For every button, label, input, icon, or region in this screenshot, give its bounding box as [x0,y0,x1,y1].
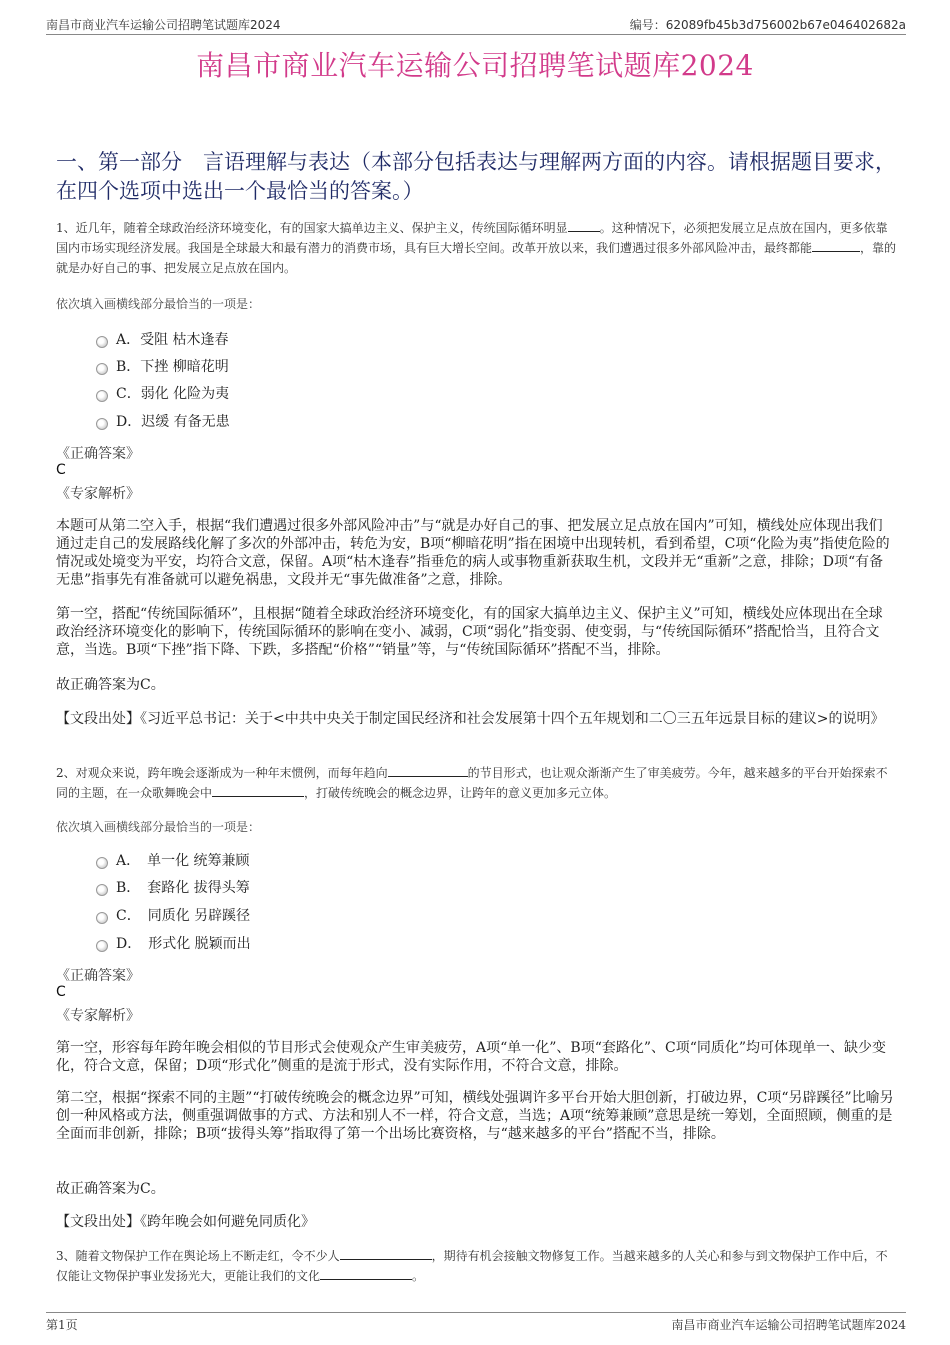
answer-value: C [56,984,66,1000]
page-title: 南昌市商业汽车运输公司招聘笔试题库2024 [196,49,754,82]
analysis-paragraph: 第一空，形容每年跨年晚会相似的节目形式会使观众产生审美疲劳，A项“单一化”、B项“套路化”、C项“同质化”均可体现单一、缺少变化，符合文意，保留；D项“形式化”侧重的是流于形式，没有实际作用，不符合文意，排除。 [56,1040,887,1074]
option-2c[interactable]: C． 同质化 另辟蹊径 [96,906,250,926]
header-title: 南昌市商业汽车运输公司招聘笔试题库2024 [46,18,281,32]
option-1c[interactable]: C．弱化 化险为夷 [96,384,229,404]
blank [388,764,468,777]
radio-icon[interactable] [96,912,108,924]
page-header [46,14,906,35]
answer-label: 《正确答案》 [56,968,140,984]
radio-icon[interactable] [96,336,108,348]
question-2-prompt: 依次填入画横线部分最恰当的一项是： [56,820,261,834]
blank [568,219,600,232]
radio-icon[interactable] [96,940,108,952]
source-citation: 【文段出处】《习近平总书记：关于<中共中央关于制定国民经济和社会发展第十四个五年规划和二〇三五年远景目标的建议>的说明》 [56,711,885,727]
blank [340,1247,432,1260]
blank [212,784,304,797]
header-doc-id: 编号：62089fb45b3d756002b67e046402682a [629,18,906,32]
page-number: 第1页 [46,1318,78,1332]
analysis-label: 《专家解析》 [56,1008,140,1024]
option-2b[interactable]: B． 套路化 拔得头筹 [96,878,250,898]
page-footer [46,1312,906,1331]
source-citation: 【文段出处】《跨年晚会如何避免同质化》 [56,1214,315,1230]
radio-icon[interactable] [96,857,108,869]
analysis-paragraph: 本题可从第二空入手，根据“我们遭遇过很多外部风险冲击”与“就是办好自己的事、把发展立足点放在国内”可知，横线处应体现出我们通过走自己的发展路线化解了多次的外部冲击，转危为安，B项“柳暗花明”指在困境中出现转机，看到希望，C项“化险为夷”指使危险的情况或处境变为平安，均符合文意，保留。A项“枯木逢春”指垂危的病人或事物重新获取生机，文段并无“重新”之意，排除；D项“有备无患”指事先有准备就可以避免祸患，文段并无“事先做准备”之意，排除。 [56,518,890,588]
analysis-paragraph: 第一空，搭配“传统国际循环”，且根据“随着全球政治经济环境变化，有的国家大搞单边主义、保护主义”可知，横线处应体现出在全球政治经济环境变化的影响下，传统国际循环的影响在变小、减弱，C项“弱化”指变弱、使变弱，与“传统国际循环”搭配恰当，且符合文意，当选。B项“下挫”指下降、下跌，多搭配“价格”“销量”等，与“传统国际循环”搭配不当，排除。 [56,606,883,658]
radio-icon[interactable] [96,418,108,430]
answer-value: C [56,462,66,478]
section-heading: 一、第一部分 言语理解与表达（本部分包括表达与理解两方面的内容。请根据题目要求，在四个选项中选出一个最恰当的答案。） [56,150,896,203]
option-1d[interactable]: D．迟缓 有备无患 [96,412,230,432]
radio-icon[interactable] [96,884,108,896]
option-2d[interactable]: D． 形式化 脱颖而出 [96,934,251,954]
blank [320,1267,412,1280]
analysis-conclusion: 故正确答案为C。 [56,677,165,693]
blank [812,239,860,252]
question-1-prompt: 依次填入画横线部分最恰当的一项是： [56,297,261,311]
radio-icon[interactable] [96,390,108,402]
analysis-paragraph: 第二空，根据“探索不同的主题”“打破传统晚会的概念边界”可知，横线处强调许多平台开始大胆创新，打破边界，C项“另辟蹊径”比喻另创一种风格或方法，侧重强调做事的方式、方法和别人不一样，符合文意，当选；A项“统筹兼顾”意思是统一筹划，全面照顾，侧重的是全面而非创新，排除；B项“拔得头筹”指取得了第一个出场比赛资格，与“越来越多的平台”搭配不当，排除。 [56,1090,894,1142]
answer-label: 《正确答案》 [56,446,140,462]
option-1b[interactable]: B．下挫 柳暗花明 [96,357,229,377]
option-1a[interactable]: A．受阻 枯木逢春 [96,330,229,350]
footer-title: 南昌市商业汽车运输公司招聘笔试题库2024 [671,1318,906,1332]
question-1-text: 1、近几年，随着全球政治经济环境变化，有的国家大搞单边主义、保护主义，传统国际循环明显 。这种情况下，必须把发展立足点放在国内，更多依靠国内市场实现经济发展。我国是全球最大和最有潜力的消费市场，具有巨大增长空间。改革开放以来，我们遭遇过很多外部风险冲击，最终都能 ，靠的就是办好自己的事、把发展立足点放在国内。 [56,221,897,275]
option-2a[interactable]: A． 单一化 统筹兼顾 [96,851,250,871]
question-2-text: 2、对观众来说，跨年晚会逐渐成为一种年末惯例，而每年趋向 的节目形式，也让观众渐渐产生了审美疲劳。今年，越来越多的平台开始探索不同的主题，在一众歌舞晚会中 ，打破传统晚会的概念边界，让跨年的意义更加多元立体。 [56,766,888,800]
question-3-text: 3、随着文物保护工作在舆论场上不断走红，令不少人 ，期待有机会接触文物修复工作。当越来越多的人关心和参与到文物保护工作中后，不仅能让文物保护事业发扬光大，更能让我们的文化 。 [56,1249,888,1283]
analysis-label: 《专家解析》 [56,486,140,502]
radio-icon[interactable] [96,363,108,375]
analysis-conclusion: 故正确答案为C。 [56,1181,165,1197]
